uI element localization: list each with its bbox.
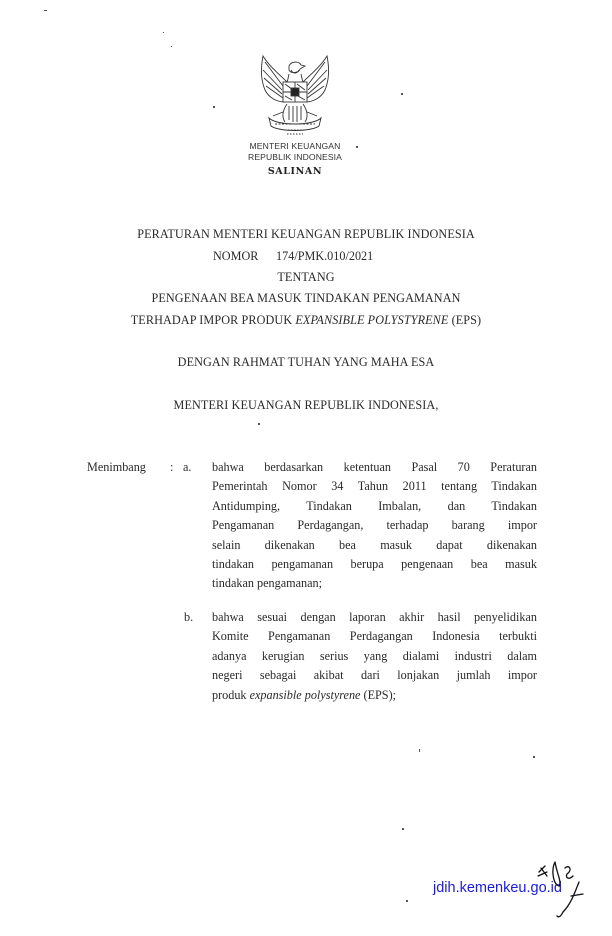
tentang-label: TENTANG (277, 270, 335, 284)
nomor-label: NOMOR (213, 249, 259, 263)
nomor-value: 174/PMK.010/2021 (276, 249, 374, 263)
consideration-a-line: bahwa berdasarkan ketentuan Pasal 70 Peraturan (212, 460, 537, 474)
scan-speck (44, 10, 47, 11)
consideration-a-line: tindakan pengamanan; (212, 576, 322, 591)
ministry-country: REPUBLIK INDONESIA (248, 152, 342, 162)
scan-speck (163, 32, 164, 33)
consideration-b (212, 608, 537, 705)
scan-speck (533, 756, 535, 758)
menimbang-colon: : (170, 460, 174, 474)
regulation-title: PERATURAN MENTERI KEUANGAN REPUBLIK INDONESIA (137, 227, 475, 241)
subject-line-1: PENGENAAN BEA MASUK TINDAKAN PENGAMANAN (151, 291, 461, 305)
invocation: DENGAN RAHMAT TUHAN YANG MAHA ESA (177, 355, 435, 369)
copy-label: SALINAN (267, 166, 323, 177)
scan-speck (401, 93, 403, 95)
subject-line-2 (0, 313, 612, 328)
consideration-b-line: bahwa sesuai dengan laporan akhir hasil penyelidikan (212, 610, 537, 624)
scan-speck (406, 900, 408, 902)
consideration-b-line: negeri sebagai akibat dari lonjakan jumlah impor (212, 668, 537, 683)
consideration-a-line: Pemerintah Nomor 34 Tahun 2011 tentang Tindakan (212, 479, 537, 494)
ministry-name: MENTERI KEUANGAN (249, 141, 341, 151)
subject-italic: EXPANSIBLE POLYSTYRENE (295, 313, 449, 327)
last-line-italic: expansible polystyrene (249, 687, 361, 702)
scan-speck (258, 423, 260, 425)
scan-speck (402, 828, 404, 830)
consideration-b-line: adanya kerugian serius yang dialami industri dalam (212, 648, 537, 663)
garuda-emblem-icon (255, 52, 335, 138)
menimbang-label: Menimbang (87, 460, 146, 474)
item-letter-a: a. (183, 460, 192, 474)
consideration-a-line: tindakan pengamanan berupa pengenaan bea masuk (212, 556, 537, 571)
consideration-b-line: Komite Pengamanan Perdagangan Indonesia terbukti (212, 629, 537, 644)
consideration-a-line: Antidumping, Tindakan Imbalan, dan Tindakan (212, 498, 537, 513)
last-line-prefix: produk (212, 687, 250, 702)
scan-speck (171, 46, 172, 47)
consideration-b-last-line (212, 686, 537, 705)
consideration-a (212, 458, 537, 594)
subject-suffix: (EPS) (448, 313, 482, 327)
item-letter-b: b. (184, 610, 194, 624)
authority-line: MENTERI KEUANGAN REPUBLIK INDONESIA, (173, 398, 439, 412)
consideration-a-line: Pengamanan Perdagangan, terhadap barang impor (212, 518, 537, 533)
subject-prefix: TERHADAP IMPOR PRODUK (130, 313, 296, 327)
scan-speck (213, 106, 215, 108)
consideration-a-line: selain dikenakan bea masuk dapat dikenakan (212, 537, 537, 552)
last-line-suffix: (EPS); (360, 687, 397, 702)
jdih-watermark-link[interactable]: jdih.kemenkeu.go.id (433, 880, 562, 896)
regulation-number (213, 249, 373, 264)
scan-speck (419, 749, 420, 752)
handwritten-initials-icon (535, 860, 595, 922)
